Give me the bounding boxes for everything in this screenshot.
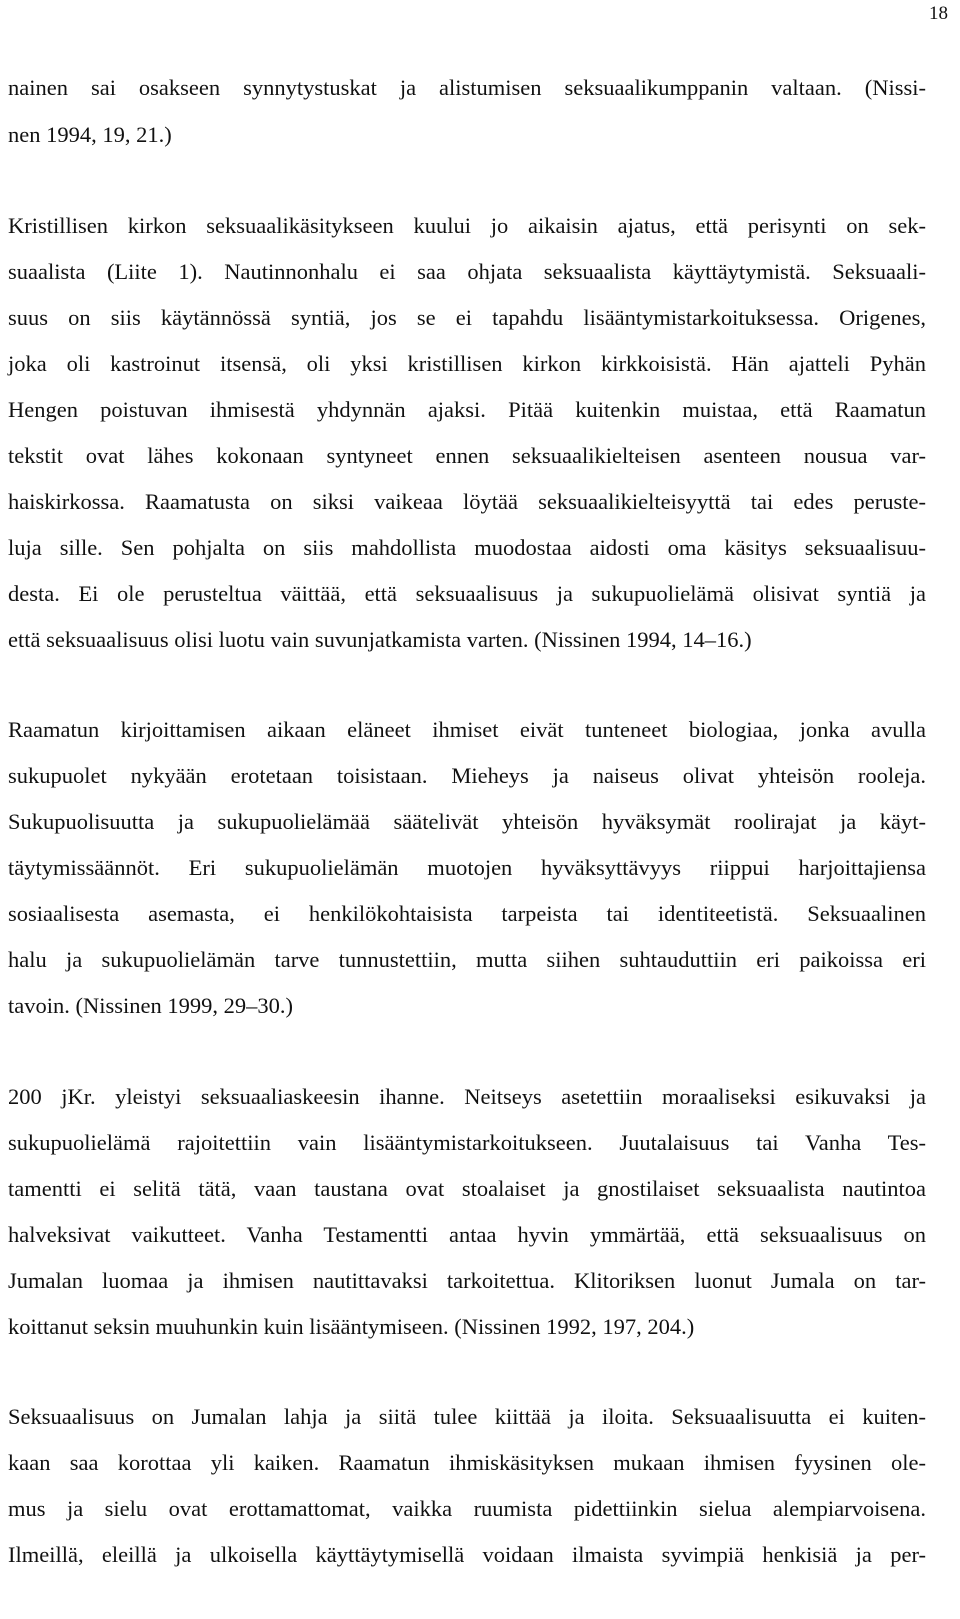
text-line: nen 1994, 19, 21.) (8, 122, 172, 147)
text-line: Sukupuolisuutta ja sukupuolielämää säätelivät yhteisön hyväksymät roolirajat ja käyt- (8, 809, 926, 834)
text-line: tamentti ei selitä tätä, vaan taustana ovat stoalaiset ja gnostilaiset seksuaalista nautintoa (8, 1176, 926, 1201)
text-line: haiskirkossa. Raamatusta on siksi vaikeaa löytää seksuaalikielteisyyttä tai edes peruste- (8, 489, 926, 514)
text-line: halu ja sukupuolielämän tarve tunnustettiin, mutta siihen suhtauduttiin eri paikoissa eri (8, 947, 926, 972)
text-line: sukupuolielämä rajoitettiin vain lisääntymistarkoitukseen. Juutalaisuus tai Vanha Tes- (8, 1130, 926, 1155)
page-number: 18 (929, 3, 948, 24)
text-line: desta. Ei ole perusteltua väittää, että seksuaalisuus ja sukupuolielämä olisivat syntiä ja (8, 581, 926, 606)
text-line: Kristillisen kirkon seksuaalikäsitykseen kuului jo aikaisin ajatus, että perisynti on sek- (8, 213, 926, 238)
text-line: Jumalan luomaa ja ihmisen nautittavaksi tarkoitettua. Klitoriksen luonut Jumala on tar- (8, 1268, 926, 1293)
text-line: sukupuolet nykyään erotetaan toisistaan. Mieheys ja naiseus olivat yhteisön rooleja. (8, 763, 926, 788)
text-line: Seksuaalisuus on Jumalan lahja ja siitä tulee kiittää ja iloita. Seksuaalisuutta ei kuiten- (8, 1404, 926, 1429)
text-line: Raamatun kirjoittamisen aikaan eläneet ihmiset eivät tunteneet biologiaa, jonka avulla (8, 717, 926, 742)
text-line: täytymissäännöt. Eri sukupuolielämän muotojen hyväksyttävyys riippui harjoittajiensa (8, 855, 926, 880)
text-line: että seksuaalisuus olisi luotu vain suvunjatkamista varten. (Nissinen 1994, 14–16.) (8, 627, 752, 652)
text-line: tekstit ovat lähes kokonaan syntyneet ennen seksuaalikielteisen asenteen nousua var- (8, 443, 926, 468)
text-line: tavoin. (Nissinen 1999, 29–30.) (8, 993, 293, 1018)
text-line: sosiaalisesta asemasta, ei henkilökohtaisista tarpeista tai identiteetistä. Seksuaalinen (8, 901, 926, 926)
text-line: mus ja sielu ovat erottamattomat, vaikka ruumista pidettiinkin sielua alempiarvoisena. (8, 1496, 926, 1521)
text-line: halveksivat vaikutteet. Vanha Testamentti antaa hyvin ymmärtää, että seksuaalisuus on (8, 1222, 926, 1247)
text-line: 200 jKr. yleistyi seksuaaliaskeesin ihanne. Neitseys asetettiin moraaliseksi esikuvaksi ja (8, 1084, 926, 1109)
text-line: suaalista (Liite 1). Nautinnonhalu ei saa ohjata seksuaalista käyttäytymistä. Seksuaali- (8, 259, 926, 284)
text-line: koittanut seksin muuhunkin kuin lisääntymiseen. (Nissinen 1992, 197, 204.) (8, 1314, 695, 1339)
text-line: kaan saa korottaa yli kaiken. Raamatun ihmiskäsityksen mukaan ihmisen fyysinen ole- (8, 1450, 926, 1475)
text-line: joka oli kastroinut itsensä, oli yksi kristillisen kirkon kirkkoisistä. Hän ajatteli Pyhän (8, 351, 926, 376)
text-line: nainen sai osakseen synnytystuskat ja alistumisen seksuaalikumppanin valtaan. (Nissi- (8, 75, 926, 100)
text-line: suus on siis käytännössä syntiä, jos se ei tapahdu lisääntymistarkoituksessa. Origenes, (8, 305, 926, 330)
text-line: Hengen poistuvan ihmisestä yhdynnän ajaksi. Pitää kuitenkin muistaa, että Raamatun (8, 397, 926, 422)
text-line: Ilmeillä, eleillä ja ulkoisella käyttäytymisellä voidaan ilmaista syvimpiä henkisiä ja per- (8, 1542, 926, 1567)
text-line: luja sille. Sen pohjalta on siis mahdollista muodostaa aidosti oma käsitys seksuaalisuu- (8, 535, 926, 560)
